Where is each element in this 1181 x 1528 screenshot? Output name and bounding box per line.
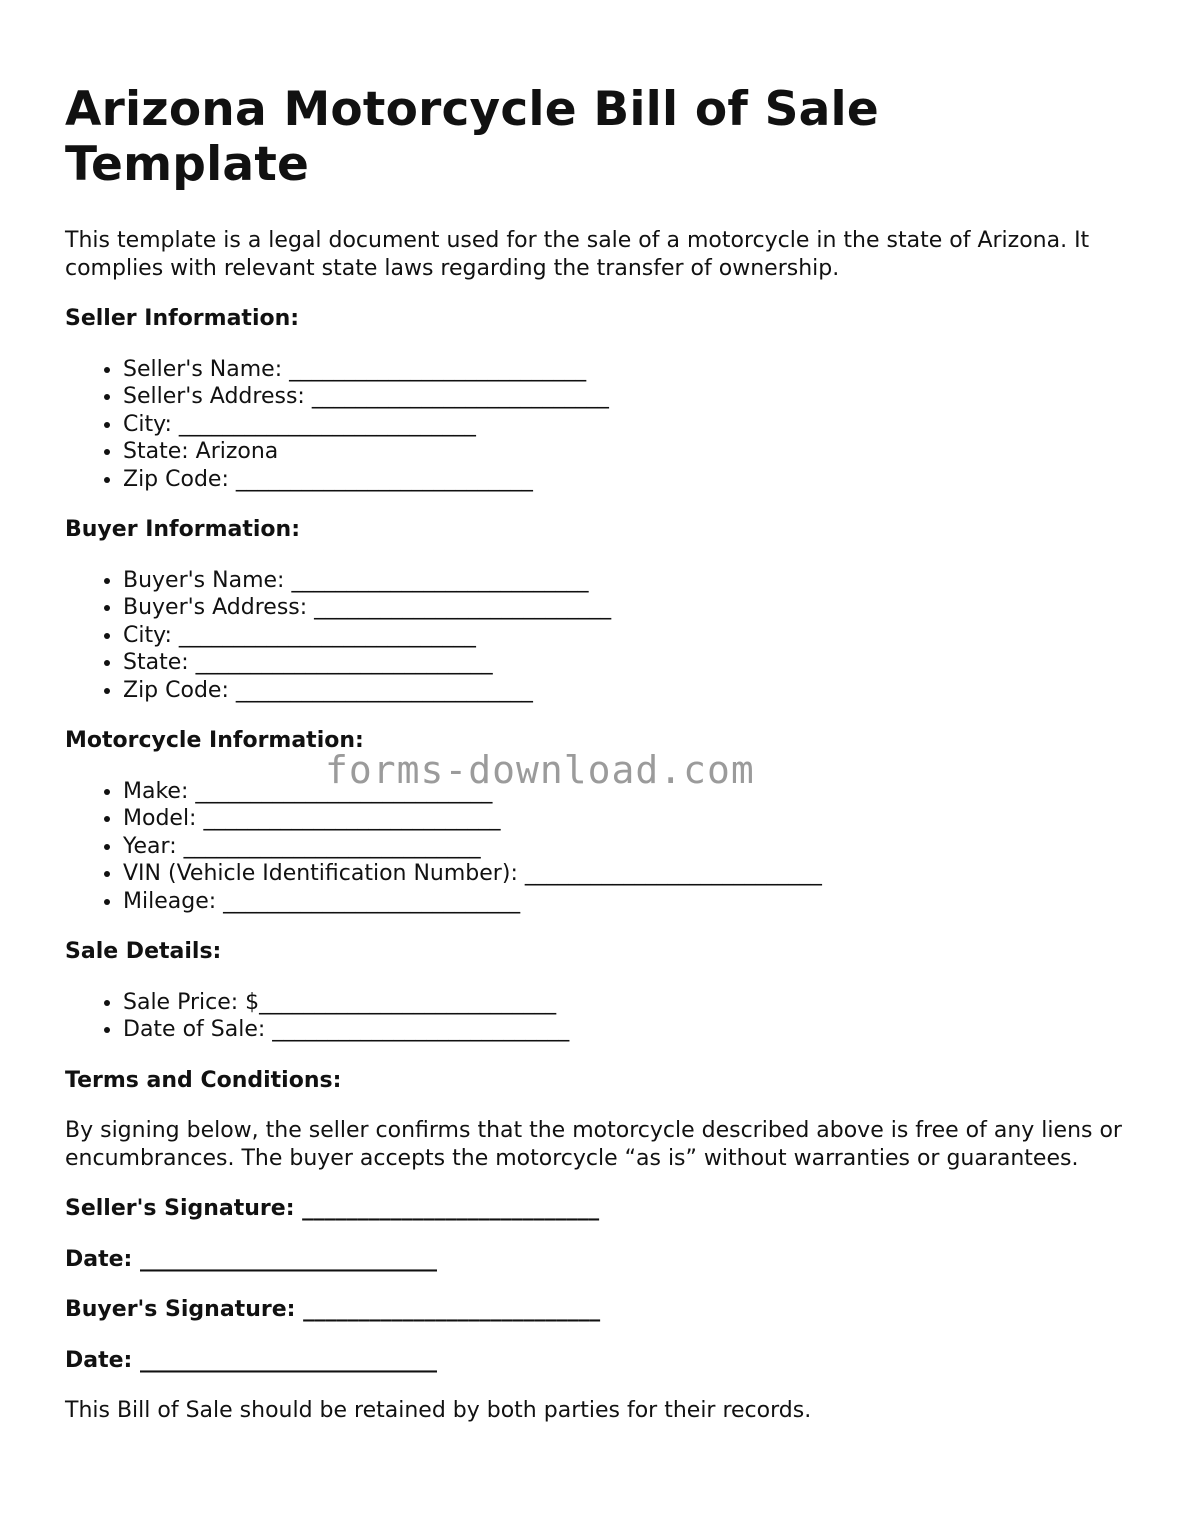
vin-field[interactable]: • VIN (Vehicle Identification Number): ___________________________ — [123, 860, 1135, 888]
buyer-signature-line[interactable]: Buyer's Signature: ___________________________ — [65, 1297, 601, 1322]
sale-heading: Sale Details: — [65, 939, 222, 964]
buyer-city-field[interactable]: • City: ___________________________ — [123, 622, 1135, 650]
buyer-address-field[interactable]: • Buyer's Address: ___________________________ — [123, 594, 1135, 622]
buyer-zip-field[interactable]: • Zip Code: ___________________________ — [123, 677, 1135, 705]
footer-note: This Bill of Sale should be retained by both parties for their records. — [65, 1398, 812, 1423]
seller-list — [65, 356, 1135, 494]
seller-state-field: • State: Arizona — [123, 438, 1135, 466]
sale-price-field[interactable]: • Sale Price: $___________________________ — [123, 989, 1135, 1017]
model-field[interactable]: • Model: ___________________________ — [123, 805, 1135, 833]
document-title: Arizona Motorcycle Bill of Sale Template — [65, 82, 879, 192]
seller-signature-line[interactable]: Seller's Signature: ___________________________ — [65, 1196, 600, 1221]
seller-address-field[interactable]: • Seller's Address: ___________________________ — [123, 383, 1135, 411]
motorcycle-list — [65, 778, 1135, 916]
make-field[interactable]: • Make: ___________________________ — [123, 778, 1135, 806]
terms-heading: Terms and Conditions: — [65, 1067, 342, 1093]
seller-heading: Seller Information: — [65, 306, 300, 331]
mileage-field[interactable]: • Mileage: ___________________________ — [123, 888, 1135, 916]
buyer-name-field[interactable]: • Buyer's Name: ___________________________ — [123, 567, 1135, 595]
buyer-date-line[interactable]: Date: ___________________________ — [65, 1347, 438, 1373]
seller-name-field[interactable]: • Seller's Name: ___________________________ — [123, 356, 1135, 384]
watermark: forms-download.com — [325, 748, 755, 792]
seller-zip-field[interactable]: • Zip Code: ___________________________ — [123, 466, 1135, 494]
sale-date-field[interactable]: • Date of Sale: ___________________________ — [123, 1016, 1135, 1044]
intro-paragraph: This template is a legal document used for the sale of a motorcycle in the state of Arizona. It complies with relevant state laws regarding the transfer of ownership. — [65, 228, 1090, 281]
seller-date-line[interactable]: Date: ___________________________ — [65, 1246, 438, 1272]
buyer-list — [65, 567, 1135, 705]
motorcycle-heading: Motorcycle Information: — [65, 728, 364, 753]
seller-city-field[interactable]: • City: ___________________________ — [123, 411, 1135, 439]
terms-paragraph: By signing below, the seller confirms that the motorcycle described above is free of any liens or encumbrances. The buyer accepts the motorcycle “as is” without warranties or guarantees. — [65, 1118, 1122, 1171]
buyer-state-field[interactable]: • State: ___________________________ — [123, 649, 1135, 677]
buyer-heading: Buyer Information: — [65, 517, 300, 542]
sale-list — [65, 989, 1135, 1044]
year-field[interactable]: • Year: ___________________________ — [123, 833, 1135, 861]
